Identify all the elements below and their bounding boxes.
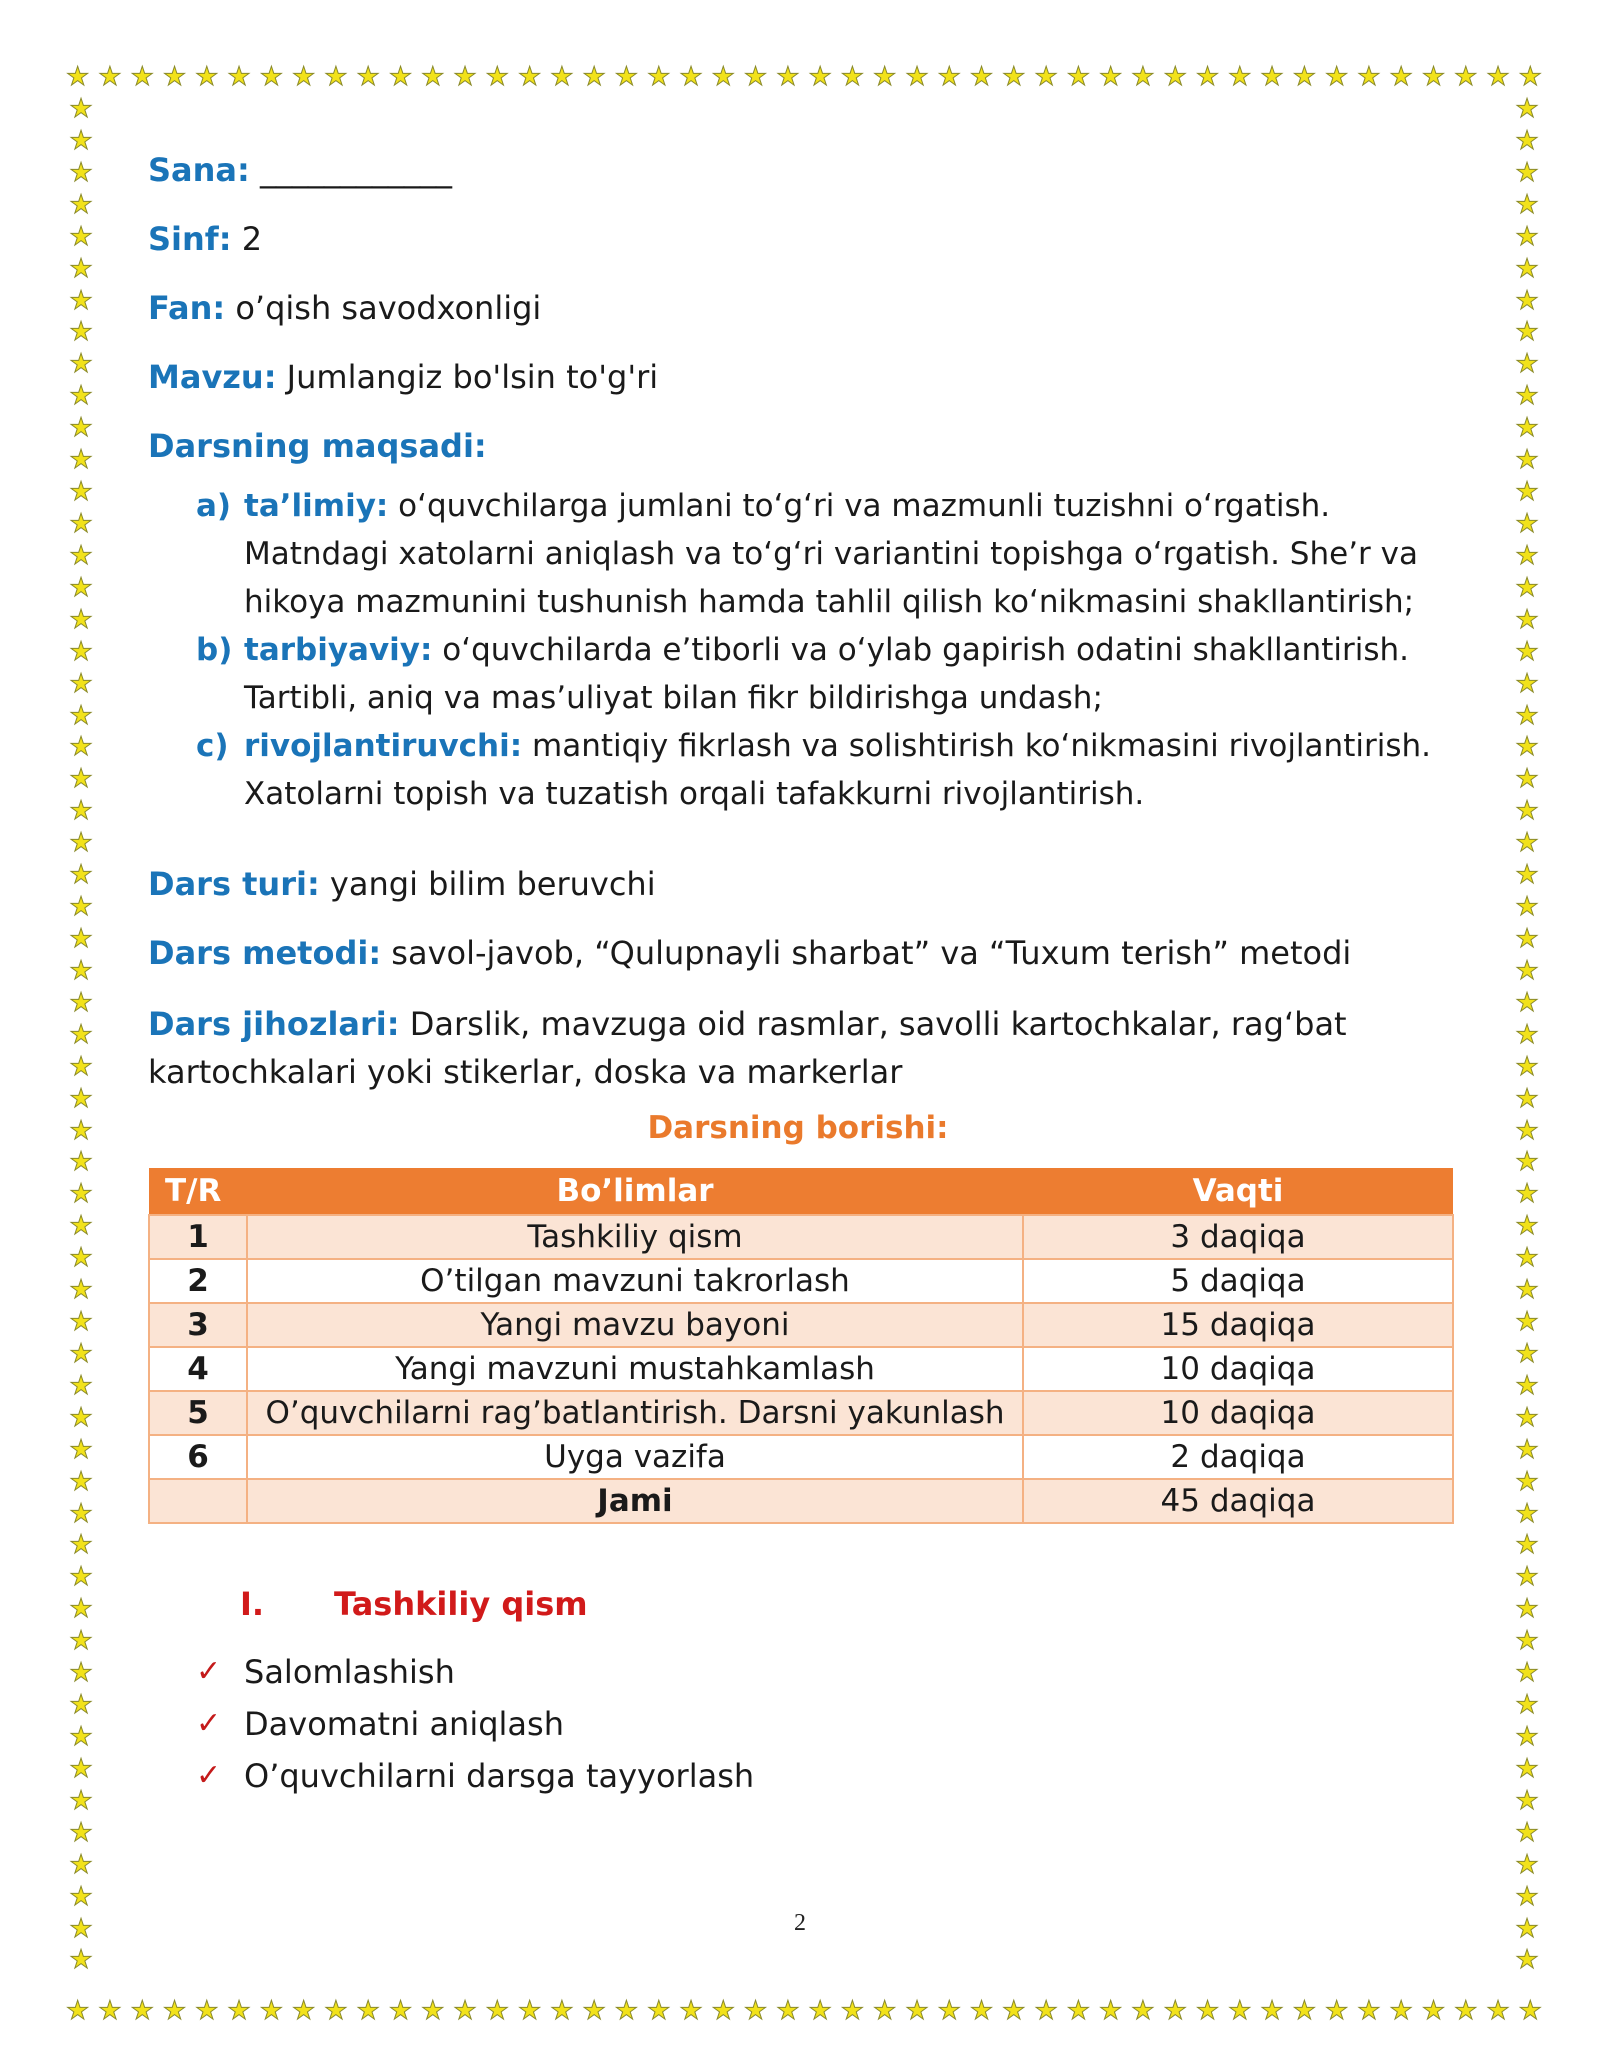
star-icon: ★: [1515, 1690, 1539, 1721]
total-value: 45 daqiqa: [1023, 1479, 1453, 1523]
star-icon: ★: [1515, 636, 1539, 667]
dars-metodi-value: savol-javob, “Qulupnayli sharbat” va “Tuxum terish” metodi: [391, 934, 1352, 972]
star-icon: ★: [1002, 62, 1026, 92]
star-icon: ★: [1515, 1881, 1539, 1912]
row-number: 1: [149, 1215, 247, 1259]
star-icon: ★: [69, 1243, 93, 1274]
star-icon: ★: [1515, 732, 1539, 763]
row-time: 10 daqiqa: [1023, 1391, 1453, 1435]
star-icon: ★: [1515, 1434, 1539, 1465]
star-icon: ★: [1066, 1996, 1091, 2026]
list-item: [196, 1698, 1448, 1750]
star-icon: ★: [1099, 1996, 1123, 2026]
star-icon: ★: [1357, 1996, 1381, 2026]
star-icon: ★: [1486, 1996, 1510, 2026]
star-icon: ★: [69, 157, 93, 188]
checkmark-icon: ✓: [196, 1758, 222, 1793]
star-icon: ★: [69, 1913, 93, 1944]
row-time: 15 daqiqa: [1023, 1303, 1453, 1347]
star-icon: ★: [69, 285, 93, 316]
star-icon: ★: [1515, 189, 1539, 220]
table-row: [149, 1391, 1453, 1435]
page-number: 2: [794, 1910, 806, 1936]
table-row: [149, 1435, 1453, 1479]
row-section: O’quvchilarni rag’batlantirish. Darsni yakunlash: [247, 1391, 1023, 1435]
star-icon: ★: [69, 572, 93, 603]
star-icon: ★: [1515, 1243, 1539, 1274]
row-section: Yangi mavzuni mustahkamlash: [247, 1347, 1023, 1391]
star-icon: ★: [356, 62, 380, 92]
table-row: [149, 1303, 1453, 1347]
star-icon: ★: [1515, 1275, 1539, 1306]
star-icon: ★: [195, 62, 219, 92]
dars-metodi-field: [148, 931, 1448, 975]
star-icon: ★: [1515, 1658, 1539, 1689]
star-icon: ★: [291, 62, 316, 92]
star-icon: ★: [582, 62, 606, 92]
star-icon: ★: [1515, 1466, 1539, 1497]
star-icon: ★: [1515, 1147, 1539, 1178]
star-icon: ★: [743, 62, 768, 92]
star-icon: ★: [1515, 381, 1539, 412]
goal-item: [196, 722, 1448, 818]
star-icon: ★: [1324, 62, 1349, 92]
star-icon: ★: [1515, 923, 1539, 954]
col-header-bolimlar: Bo’limlar: [247, 1168, 1023, 1215]
star-icon: ★: [840, 62, 865, 92]
star-icon: ★: [162, 62, 187, 92]
star-icon: ★: [1066, 62, 1091, 92]
row-time: 3 daqiqa: [1023, 1215, 1453, 1259]
star-icon: ★: [808, 1996, 832, 2026]
star-icon: ★: [711, 1996, 735, 2026]
checklist: [196, 1646, 1448, 1802]
star-icon: ★: [98, 62, 122, 92]
star-icon: ★: [550, 1996, 574, 2026]
star-icon: ★: [324, 1996, 348, 2026]
star-icon: ★: [743, 1996, 768, 2026]
star-icon: ★: [1515, 860, 1539, 891]
star-icon: ★: [69, 1658, 93, 1689]
star-icon: ★: [227, 62, 251, 92]
star-icon: ★: [1515, 540, 1539, 571]
star-icon: ★: [1454, 1996, 1478, 2026]
star-icon: ★: [1034, 62, 1058, 92]
star-icon: ★: [66, 62, 90, 92]
star-icon: ★: [1421, 1996, 1446, 2026]
star-icon: ★: [1389, 62, 1413, 92]
star-icon: ★: [69, 1338, 93, 1369]
star-icon: ★: [1515, 668, 1539, 699]
star-icon: ★: [1515, 1211, 1539, 1242]
star-icon: ★: [485, 1996, 509, 2026]
star-icon: ★: [1515, 1562, 1539, 1593]
goal-item: [196, 626, 1448, 722]
table-total-row: [149, 1479, 1453, 1523]
star-icon: ★: [550, 62, 574, 92]
star-icon: ★: [453, 62, 477, 92]
table-title: Darsning borishi:: [647, 1110, 949, 1146]
star-icon: ★: [937, 1996, 961, 2026]
star-icon: ★: [69, 540, 93, 571]
star-icon: ★: [69, 828, 93, 859]
star-icon: ★: [711, 62, 735, 92]
col-header-tr: T/R: [149, 1168, 247, 1215]
star-icon: ★: [69, 1626, 93, 1657]
total-label: Jami: [247, 1479, 1023, 1523]
star-icon: ★: [69, 955, 93, 986]
star-icon: ★: [69, 1434, 93, 1465]
row-section: Yangi mavzu bayoni: [247, 1303, 1023, 1347]
star-icon: ★: [969, 62, 994, 92]
checkmark-icon: ✓: [196, 1654, 222, 1689]
star-icon: ★: [1515, 1370, 1539, 1401]
star-icon: ★: [1260, 1996, 1284, 2026]
star-icon: ★: [1515, 253, 1539, 284]
star-icon: ★: [840, 1996, 865, 2026]
star-icon: ★: [1357, 62, 1381, 92]
star-icon: ★: [69, 1817, 93, 1848]
page-content: [148, 148, 1448, 1802]
dars-turi-value: yangi bilim beruvchi: [329, 865, 656, 903]
star-icon: ★: [291, 1996, 316, 2026]
lesson-plan-table: [148, 1168, 1454, 1524]
star-icon: ★: [1515, 955, 1539, 986]
star-icon: ★: [69, 1881, 93, 1912]
star-icon: ★: [69, 764, 93, 795]
star-icon: ★: [69, 317, 93, 348]
star-icon: ★: [1515, 1594, 1539, 1625]
star-icon: ★: [485, 62, 509, 92]
star-icon: ★: [69, 796, 93, 827]
star-icon: ★: [905, 1996, 929, 2026]
star-icon: ★: [1515, 1945, 1539, 1976]
star-icon: ★: [517, 62, 542, 92]
star-icon: ★: [1515, 157, 1539, 188]
fan-field: [148, 286, 1448, 330]
star-icon: ★: [1163, 62, 1187, 92]
star-icon: ★: [1163, 1996, 1187, 2026]
star-icon: ★: [1515, 1913, 1539, 1944]
star-icon: ★: [1292, 1996, 1316, 2026]
star-icon: ★: [69, 636, 93, 667]
star-icon: ★: [69, 1849, 93, 1880]
goal-letter: a): [196, 488, 232, 524]
star-icon: ★: [1515, 700, 1539, 731]
star-icon: ★: [69, 1498, 93, 1529]
star-icon: ★: [614, 62, 639, 92]
star-icon: ★: [66, 1996, 90, 2026]
star-icon: ★: [69, 987, 93, 1018]
section-roman: I.: [240, 1585, 265, 1623]
star-icon: ★: [1515, 1722, 1539, 1753]
dars-metodi-label: Dars metodi:: [148, 934, 382, 972]
goals-heading: Darsning maqsadi:: [148, 427, 487, 465]
star-icon: ★: [421, 1996, 445, 2026]
star-icon: ★: [69, 1945, 93, 1976]
star-icon: ★: [1518, 62, 1542, 92]
star-icon: ★: [69, 668, 93, 699]
star-icon: ★: [1515, 1179, 1539, 1210]
star-icon: ★: [1515, 477, 1539, 508]
row-time: 5 daqiqa: [1023, 1259, 1453, 1303]
star-icon: ★: [1515, 349, 1539, 380]
star-icon: ★: [130, 62, 154, 92]
star-icon: ★: [69, 923, 93, 954]
star-icon: ★: [69, 349, 93, 380]
star-icon: ★: [1515, 1817, 1539, 1848]
star-icon: ★: [69, 604, 93, 635]
star-icon: ★: [1454, 62, 1478, 92]
goal-label: tarbiyaviy:: [244, 632, 433, 668]
star-icon: ★: [905, 62, 929, 92]
star-icon: ★: [69, 1147, 93, 1178]
star-icon: ★: [69, 1275, 93, 1306]
star-icon: ★: [1324, 1996, 1349, 2026]
star-icon: ★: [1515, 1530, 1539, 1561]
star-icon: ★: [69, 1594, 93, 1625]
star-icon: ★: [69, 860, 93, 891]
star-icon: ★: [69, 732, 93, 763]
star-icon: ★: [1518, 1996, 1542, 2026]
star-icon: ★: [1389, 1996, 1413, 2026]
star-icon: ★: [69, 1115, 93, 1146]
star-icon: ★: [69, 700, 93, 731]
star-icon: ★: [1515, 1019, 1539, 1050]
star-icon: ★: [679, 1996, 703, 2026]
sana-value: ____________: [259, 151, 452, 189]
star-icon: ★: [517, 1996, 542, 2026]
star-icon: ★: [1515, 1338, 1539, 1369]
star-border-top: [66, 62, 1542, 92]
star-icon: ★: [1515, 1785, 1539, 1816]
star-icon: ★: [195, 1996, 219, 2026]
star-border-left: [66, 96, 96, 1974]
sana-label: Sana:: [148, 151, 250, 189]
star-icon: ★: [647, 62, 671, 92]
star-icon: ★: [421, 62, 445, 92]
star-icon: ★: [1515, 1498, 1539, 1529]
star-icon: ★: [69, 125, 93, 156]
star-icon: ★: [1515, 1753, 1539, 1784]
section-heading: [240, 1582, 1448, 1626]
row-time: 2 daqiqa: [1023, 1435, 1453, 1479]
section-title: Tashkiliy qism: [334, 1585, 588, 1623]
star-icon: ★: [937, 62, 961, 92]
col-header-vaqti: Vaqti: [1023, 1168, 1453, 1215]
star-icon: ★: [1515, 1115, 1539, 1146]
mavzu-value: Jumlangiz bo'lsin to'g'ri: [286, 358, 659, 396]
star-icon: ★: [647, 1996, 671, 2026]
star-icon: ★: [69, 94, 93, 124]
dars-jihozlari-field: [148, 1000, 1448, 1096]
goal-label: ta’limiy:: [244, 488, 389, 524]
star-icon: ★: [1515, 1083, 1539, 1114]
star-icon: ★: [453, 1996, 477, 2026]
star-icon: ★: [69, 1402, 93, 1433]
star-icon: ★: [227, 1996, 251, 2026]
star-icon: ★: [69, 1722, 93, 1753]
star-icon: ★: [1515, 764, 1539, 795]
row-number: 2: [149, 1259, 247, 1303]
star-icon: ★: [1515, 508, 1539, 539]
star-icon: ★: [69, 477, 93, 508]
star-icon: ★: [1515, 1626, 1539, 1657]
star-icon: ★: [1515, 604, 1539, 635]
checklist-text: Salomlashish: [244, 1653, 455, 1691]
star-icon: ★: [776, 1996, 800, 2026]
star-icon: ★: [69, 1690, 93, 1721]
table-row: [149, 1215, 1453, 1259]
star-icon: ★: [582, 1996, 606, 2026]
list-item: [196, 1646, 1448, 1698]
row-number: 6: [149, 1435, 247, 1479]
star-icon: ★: [259, 1996, 283, 2026]
star-icon: ★: [69, 1785, 93, 1816]
goal-text: mantiqiy fikrlash va solishtirish ko‘nikmasini rivojlantirish. Xatolarni topish va tuzatish orqali tafakkurni rivojlantirish.: [244, 728, 1431, 812]
fan-value: o’qish savodxonligi: [235, 289, 542, 327]
star-icon: ★: [1515, 1307, 1539, 1338]
star-icon: ★: [1195, 1996, 1220, 2026]
star-icon: ★: [69, 1083, 93, 1114]
star-icon: ★: [69, 413, 93, 444]
star-icon: ★: [1515, 413, 1539, 444]
star-icon: ★: [1515, 1402, 1539, 1433]
star-icon: ★: [969, 1996, 994, 2026]
sana-field: [148, 148, 1448, 192]
mavzu-field: [148, 355, 1448, 399]
star-icon: ★: [1099, 62, 1123, 92]
star-icon: ★: [69, 1051, 93, 1082]
star-icon: ★: [776, 62, 800, 92]
star-icon: ★: [1228, 1996, 1252, 2026]
star-icon: ★: [1515, 125, 1539, 156]
goal-text: o‘quvchilarda e’tiborli va o‘ylab gapirish odatini shakllantirish. Tartibli, aniq va mas’uliyat bilan fikr bildirishga undash;: [244, 632, 1409, 716]
dars-jihozlari-value: Darslik, mavzuga oid rasmlar, savolli kartochkalar, rag‘bat kartochkalari yoki stikerlar, doska va markerlar: [148, 1005, 1347, 1091]
star-icon: ★: [69, 253, 93, 284]
sinf-value: 2: [241, 220, 263, 258]
goals-list: [196, 482, 1448, 818]
star-border-right: [1512, 96, 1542, 1974]
star-icon: ★: [1515, 572, 1539, 603]
star-icon: ★: [1515, 1849, 1539, 1880]
table-row: [149, 1259, 1453, 1303]
star-icon: ★: [1515, 221, 1539, 252]
checkmark-icon: ✓: [196, 1706, 222, 1741]
star-icon: ★: [69, 508, 93, 539]
checklist-text: Davomatni aniqlash: [244, 1705, 564, 1743]
star-icon: ★: [1515, 1051, 1539, 1082]
star-icon: ★: [1131, 62, 1155, 92]
total-empty-cell: [149, 1479, 247, 1523]
star-icon: ★: [1515, 445, 1539, 476]
star-icon: ★: [356, 1996, 380, 2026]
star-icon: ★: [1228, 62, 1252, 92]
star-icon: ★: [69, 1530, 93, 1561]
star-icon: ★: [1002, 1996, 1026, 2026]
star-icon: ★: [1131, 1996, 1155, 2026]
mavzu-label: Mavzu:: [148, 358, 277, 396]
dars-jihozlari-label: Dars jihozlari:: [148, 1005, 400, 1043]
row-section: O’tilgan mavzuni takrorlash: [247, 1259, 1023, 1303]
row-section: Uyga vazifa: [247, 1435, 1023, 1479]
sinf-field: [148, 217, 1448, 261]
star-icon: ★: [324, 62, 348, 92]
star-icon: ★: [69, 445, 93, 476]
row-number: 3: [149, 1303, 247, 1347]
star-icon: ★: [69, 1562, 93, 1593]
goal-text: o‘quvchilarga jumlani to‘g‘ri va mazmunli tuzishni o‘rgatish. Matndagi xatolarni aniqlash va to‘g‘ri variantini topishga o‘rgatish. She’r va hikoya mazmunini tushunish hamda tahlil qilish ko‘nikmasini shakllantirish;: [244, 488, 1418, 620]
star-icon: ★: [69, 1753, 93, 1784]
star-icon: ★: [388, 1996, 413, 2026]
star-icon: ★: [1515, 317, 1539, 348]
star-icon: ★: [1034, 1996, 1058, 2026]
star-icon: ★: [1260, 62, 1284, 92]
star-icon: ★: [69, 1370, 93, 1401]
star-icon: ★: [69, 1179, 93, 1210]
star-icon: ★: [1515, 828, 1539, 859]
list-item: [196, 1750, 1448, 1802]
star-icon: ★: [69, 1466, 93, 1497]
table-header-row: [149, 1168, 1453, 1215]
star-icon: ★: [388, 62, 413, 92]
star-icon: ★: [69, 1211, 93, 1242]
star-icon: ★: [808, 62, 832, 92]
star-icon: ★: [614, 1996, 639, 2026]
star-icon: ★: [873, 62, 897, 92]
table-row: [149, 1347, 1453, 1391]
goal-label: rivojlantiruvchi:: [244, 728, 523, 764]
checklist-text: O’quvchilarni darsga tayyorlash: [244, 1757, 755, 1795]
star-icon: ★: [259, 62, 283, 92]
star-icon: ★: [1421, 62, 1446, 92]
star-icon: ★: [69, 1307, 93, 1338]
dars-turi-label: Dars turi:: [148, 865, 320, 903]
star-icon: ★: [69, 381, 93, 412]
star-icon: ★: [1515, 94, 1539, 124]
goal-item: [196, 482, 1448, 626]
row-number: 5: [149, 1391, 247, 1435]
sinf-label: Sinf:: [148, 220, 232, 258]
row-section: Tashkiliy qism: [247, 1215, 1023, 1259]
star-icon: ★: [162, 1996, 187, 2026]
goal-letter: b): [196, 632, 233, 668]
star-icon: ★: [130, 1996, 154, 2026]
star-icon: ★: [69, 892, 93, 923]
star-border-bottom: [66, 1996, 1542, 2026]
star-icon: ★: [1515, 796, 1539, 827]
row-number: 4: [149, 1347, 247, 1391]
goal-letter: c): [196, 728, 229, 764]
star-icon: ★: [69, 221, 93, 252]
star-icon: ★: [98, 1996, 122, 2026]
star-icon: ★: [873, 1996, 897, 2026]
star-icon: ★: [1195, 62, 1220, 92]
star-icon: ★: [69, 189, 93, 220]
star-icon: ★: [1515, 285, 1539, 316]
star-icon: ★: [1515, 892, 1539, 923]
star-icon: ★: [1486, 62, 1510, 92]
row-time: 10 daqiqa: [1023, 1347, 1453, 1391]
star-icon: ★: [679, 62, 703, 92]
fan-label: Fan:: [148, 289, 226, 327]
dars-turi-field: [148, 862, 1448, 906]
star-icon: ★: [1515, 987, 1539, 1018]
star-icon: ★: [69, 1019, 93, 1050]
star-icon: ★: [1292, 62, 1316, 92]
